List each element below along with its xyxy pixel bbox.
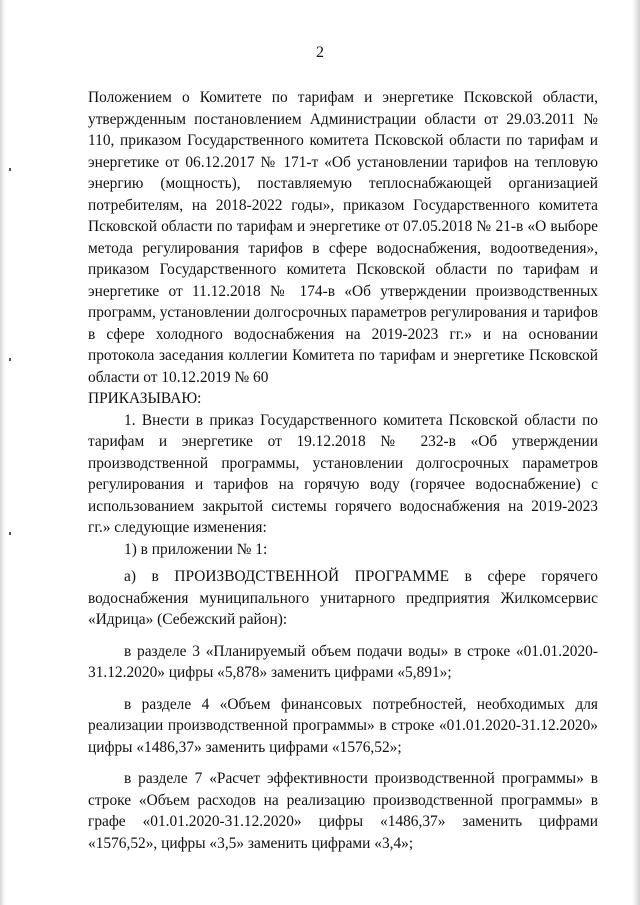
preamble-paragraph: Положением о Комитете по тарифам и энергетике Псковской области, утвержденным постановлением Администрации области от 29.03.2011 № 110, приказом Государственного комитета Псковской области по тарифам и энергетике от 06.12.2017 № 171-т «Об установлении тарифов на тепловую энергию (мощность), поставляемую теплоснабжающей организацией потребителям, на 2018-2022 годы», приказом Государственного комитета Псковской области по тарифам и энергетике от 07.05.2018 № 21-в «О выборе метода регулирования тарифов в сфере водоснабжения, водоотведения», приказом Государственного комитета Псковской области по тарифам и энергетике от 11.12.2018 № 174-в «Об утверждении производственных программ, установлении долгосрочных параметров регулирования и тарифов в сфере холодного водоснабжения на 2019-2023 гг.» и на основании протокола заседания коллегии Комитета по тарифам и энергетике Псковской области от 10.12.2019 № 60 [88, 89, 598, 386]
scan-edge-left [0, 0, 6, 905]
order-word: ПРИКАЗЫВАЮ: [88, 390, 202, 407]
scan-edge-right [632, 0, 640, 905]
item-a-paragraph: а) в ПРОИЗВОДСТВЕННОЙ ПРОГРАММЕ в сфере горячего водоснабжения муниципального унитарного предприятия Жилкомсервис «Идрица» (Себежский район): [88, 568, 598, 628]
item-1-paragraph: 1. Внести в приказ Государственного комитета Псковской области по тарифам и энергетике от 19.12.2018 № 232-в «Об утверждении производственной программы, установлении долгосрочных параметров регулирования и тарифов на горячую воду (горячее водоснабжение) с использованием закрытой системы горячего водоснабжения на 2019-2023 гг.» следующие изменения: [88, 411, 598, 536]
section-3-paragraph: в разделе 3 «Планируемый объем подачи воды» в строке «01.01.2020-31.12.2020» цифры «5,878» заменить цифрами «5,891»; [88, 642, 598, 681]
section-7-paragraph: в разделе 7 «Расчет эффективности производственной программы» в строке «Объем расходов на реализацию производственной программы» в графе «01.01.2020-31.12.2020» цифры «1486,37» заменить цифрами «1576,52», цифры «3,5» заменить цифрами «3,4»; [88, 770, 598, 852]
scan-speck [9, 358, 11, 361]
document-body [88, 87, 598, 854]
page-number: 2 [316, 44, 324, 61]
scan-speck [9, 168, 11, 171]
scan-speck [9, 532, 11, 535]
item-1-1-paragraph: 1) в приложении № 1: [124, 540, 268, 558]
section-4-paragraph: в разделе 4 «Объем финансовых потребностей, необходимых для реализации производственной программы» в строке «01.01.2020-31.12.2020» цифры «1486,37» заменить цифрами «1576,52»; [88, 695, 598, 756]
